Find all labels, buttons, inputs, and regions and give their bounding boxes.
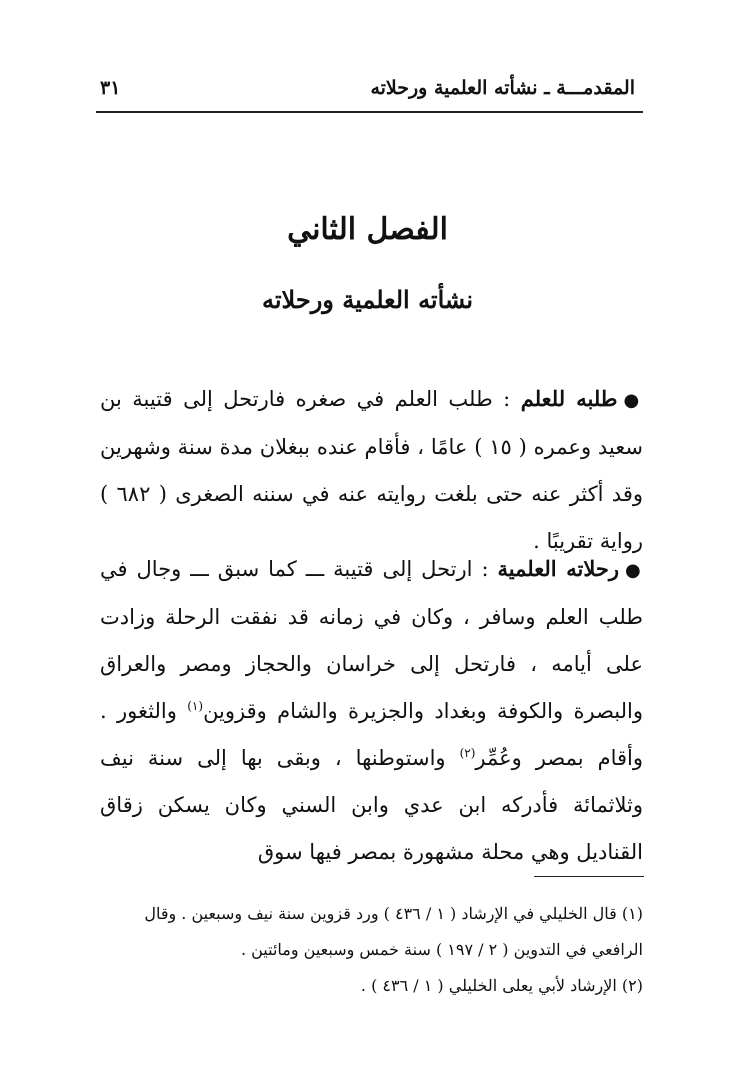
footnote-ref-2: (٢) [459,746,476,760]
running-header [100,68,635,108]
paragraph-travels [100,545,643,876]
paragraph-lead: طلبه للعلم [520,386,618,411]
footnotes [100,896,643,1004]
bullet-icon: ● [623,390,643,411]
chapter-title: الفصل الثاني [287,212,448,247]
footnote-rule [534,876,644,877]
paragraph-text: : طلب العلم في صغره فارتحل إلى قتيبة بن سعيد وعمره ( ١٥ ) عامًا ، فأقام عنده ببغلان مدة سنة وشهرين وقد أكثر عنه حتى بلغت روايته عنه في سننه الصغرى ( ٦٨٢ ) رواية تقريبًا . [100,387,643,553]
paragraph-lead: رحلاته العلمية [497,556,619,581]
paragraph-study [100,375,643,565]
bullet-icon: ● [624,560,643,581]
paragraph-text: واستوطنها ، وبقى بها إلى سنة نيف وثلاثمائة فأدركه ابن عدي وابن السني وكان يسكن زقاق القناديل وهي محلة مشهورة بمصر فيها سوق [100,746,643,864]
header-rule [96,111,643,113]
running-title: المقدمـــة ـ نشأته العلمية ورحلاته [370,77,635,99]
footnote-2: (٢) الإرشاد لأبي يعلى الخليلي ( ١ / ٤٣٦ ) . [360,976,643,995]
paragraph-text: والثغور . وأقام بمصر وعُمِّر [100,699,643,770]
footnote-ref-1: (١) [187,699,204,713]
paragraph-text: : ارتحل إلى قتيبة ـــ كما سبق ـــ وجال في طلب العلم وسافر ، وكان في زمانه قد نفقت الرحلة وزادت على أيامه ، فارتحل إلى خراسان والحجاز ومصر والعراق والبصرة والكوفة وبغداد والجزيرة والشام وقزوين [100,557,644,723]
footnote-1: (١) قال الخليلي في الإرشاد ( ١ / ٤٣٦ ) ورد قزوين سنة نيف وسبعين . وقال الرافعي في التدوين ( ٢ / ١٩٧ ) سنة خمس وسبعين ومائتين . [144,904,643,959]
chapter-subtitle: نشأته العلمية ورحلاته [261,285,474,314]
page-number: ٣١ [100,77,121,99]
